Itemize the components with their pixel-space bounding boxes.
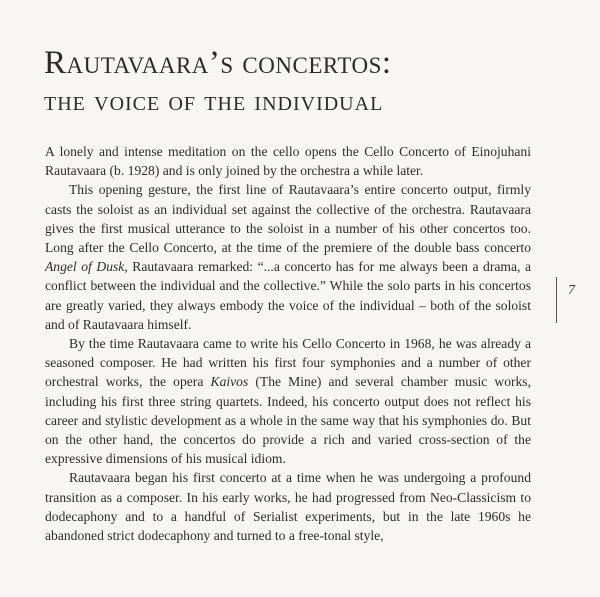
title-line-2: the voice of the individual [44,85,384,117]
work-title-angel-of-dusk: Angel of Dusk [45,259,125,275]
paragraph-2 [45,180,531,334]
page-number: 7 [568,283,575,298]
paragraph-2-text-a: This opening gesture, the first line of Rautavaara’s entire concerto output, firmly casts the soloist as an individual set against the collective of the orchestra. Rautavaara gives the first musical utterance to the soloist in a number of his other concertos too. Long after the Cello Concerto, at the time of the premiere of the double bass concerto [45,182,531,256]
paragraph-3 [45,334,531,468]
article-body [45,142,531,545]
paragraph-4 [45,468,531,545]
work-title-kaivos: Kaivos [210,374,249,390]
title-line-1: Rautavaara’s concertos: [44,45,392,81]
paragraph-4-text: Rautavaara began his first concerto at a time when he was undergoing a profound transition as a composer. In his early works, he had progressed from Neo-Classicism to dodecaphony and to a handful of Serialist experiments, but in the late 1960s he abandoned strict dodecaphony and turned to a free-tonal style, [45,470,531,544]
paragraph-1 [45,142,531,180]
paragraph-1-text: A lonely and intense meditation on the cello opens the Cello Concerto of Einojuhani Rautavaara (b. 1928) and is only joined by the orchestra a while later. [45,144,531,179]
paragraph-2-text-b: , Rautavaara remarked: “...a concerto has for me always been a drama, a conflict between the individual and the collective.” While the solo parts in his concertos are greatly varied, they always embody the voice of the individual – both of the soloist and of Rautavaara himself. [45,259,531,332]
margin-rule [556,277,557,323]
paragraph-3-text-b: (The Mine) and several chamber music works, including his first three string quartets. Indeed, his concerto output does not reflect his career and stylistic development as a whole in the same way that his symphonies do. But on the other hand, the concertos do provide a rich and varied cross-section of the expressive dimensions of his musical idiom. [45,374,531,467]
paragraph-3-text-a: By the time Rautavaara came to write his Cello Concerto in 1968, he was already a seasoned composer. He had written his first four symphonies and a number of other orchestral works, the opera [45,336,531,390]
page-title [44,44,564,118]
